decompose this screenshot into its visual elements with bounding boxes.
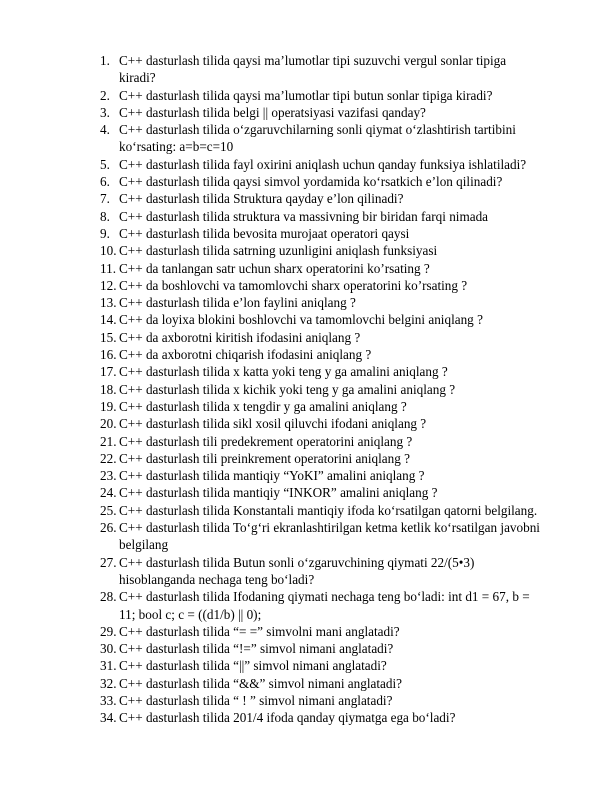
question-number: 33. (100, 692, 117, 708)
question-text: C++ dasturlash tili predekrement operatorini aniqlang ? (119, 433, 413, 449)
question-item (100, 346, 580, 363)
question-item (100, 381, 580, 398)
question-item (100, 450, 580, 467)
question-number: 18. (100, 381, 117, 397)
question-item (100, 433, 580, 450)
question-item (100, 398, 580, 415)
question-text: C++ dasturlash tilida e’lon faylini aniqlang ? (119, 295, 356, 311)
question-text: C++ dasturlash tilida Butun sonli o‘zgaruvchining qiymati 22/(5•3) (119, 554, 475, 570)
question-number: 8. (100, 208, 110, 224)
question-text: C++ dasturlash tilida x tengdir y ga amalini aniqlang ? (119, 398, 407, 414)
question-text: C++ dasturlash tilida “&&” simvol nimani anglatadi? (119, 675, 402, 691)
question-item (100, 104, 580, 121)
question-number: 11. (100, 260, 116, 276)
question-item (100, 415, 580, 432)
question-item (100, 121, 580, 156)
question-number: 23. (100, 468, 117, 484)
question-number: 2. (100, 87, 110, 103)
question-text: C++ da axborotni chiqarish ifodasini aniqlang ? (119, 347, 372, 363)
question-text: C++ dasturlash tilida To‘g‘ri ekranlashtirilgan ketma ketlik ko‘rsatilgan javobni (119, 520, 540, 536)
question-number: 3. (100, 104, 110, 120)
question-text: C++ dasturlash tilida 201/4 ifoda qanday qiymatga ega bo‘ladi? (119, 710, 456, 726)
question-number: 15. (100, 329, 117, 345)
question-number: 19. (100, 398, 117, 414)
question-text: C++ dasturlash tilida Konstantali mantiqiy ifoda ko‘rsatilgan qatorni belgilang. (119, 502, 538, 518)
question-text: C++ dasturlash tilida o‘zgaruvchilarning sonli qiymat o‘zlashtirish tartibini (119, 122, 516, 138)
question-item (100, 208, 580, 225)
question-number: 30. (100, 641, 117, 657)
question-text: C++ dasturlash tilida x katta yoki teng y ga amalini aniqlang ? (119, 364, 448, 380)
question-item (100, 467, 580, 484)
question-text: C++ dasturlash tilida mantiqiy “YoKI” amalini aniqlang ? (119, 468, 425, 484)
question-item (100, 260, 580, 277)
question-text: C++ dasturlash tilida qaysi simvol yordamida ko‘rsatkich e’lon qilinadi? (119, 174, 503, 190)
question-number: 4. (100, 122, 110, 138)
question-text: C++ dasturlash tilida Ifodaning qiymati nechaga teng bo‘ladi: int d1 = 67, b = (119, 589, 530, 605)
question-list (100, 52, 580, 727)
question-number: 12. (100, 277, 117, 293)
question-item (100, 156, 580, 173)
question-number: 32. (100, 675, 117, 691)
question-number: 14. (100, 312, 117, 328)
question-text-continuation: hisoblanganda nechaga teng bo‘ladi? (119, 571, 315, 587)
question-number: 27. (100, 554, 117, 570)
question-text: C++ da axborotni kiritish ifodasini aniqlang ? (119, 329, 361, 345)
question-text: C++ dasturlash tilida belgi || operatsiyasi vazifasi qanday? (119, 104, 426, 120)
question-text: C++ da loyixa blokini boshlovchi va tamomlovchi belgini aniqlang ? (119, 312, 483, 328)
question-number: 5. (100, 156, 110, 172)
question-number: 1. (100, 53, 110, 68)
question-item (100, 52, 580, 87)
question-text: C++ dasturlash tilida bevosita murojaat operatori qaysi (119, 225, 410, 241)
question-text: C++ dasturlash tilida sikl xosil qiluvchi ifodani aniqlang ? (119, 416, 427, 432)
question-item (100, 519, 580, 554)
question-item (100, 87, 580, 104)
question-text: C++ dasturlash tilida mantiqiy “INKOR” amalini aniqlang ? (119, 485, 438, 501)
question-text: C++ dasturlash tilida “!=” simvol nimani anglatadi? (119, 641, 394, 657)
question-item (100, 554, 580, 589)
question-text-continuation: kiradi? (119, 70, 156, 86)
question-text: C++ dasturlash tilida satrning uzunligini aniqlash funksiyasi (119, 243, 438, 259)
question-number: 20. (100, 416, 117, 432)
question-item (100, 294, 580, 311)
question-item (100, 484, 580, 501)
question-item (100, 363, 580, 380)
question-text: C++ dasturlash tilida “||” simvol nimani anglatadi? (119, 658, 387, 674)
question-text: C++ dasturlash tilida Struktura qayday e’lon qilinadi? (119, 191, 404, 207)
question-number: 24. (100, 485, 117, 501)
question-item (100, 242, 580, 259)
question-number: 17. (100, 364, 117, 380)
question-number: 22. (100, 450, 117, 466)
question-number: 25. (100, 502, 117, 518)
question-item (100, 190, 580, 207)
question-item (100, 225, 580, 242)
question-number: 10. (100, 243, 117, 259)
question-number: 6. (100, 174, 110, 190)
question-text: C++ da tanlangan satr uchun sharx operatorini ko’rsating ? (119, 260, 430, 276)
question-item (100, 675, 580, 692)
question-number: 21. (100, 433, 117, 449)
question-text: C++ dasturlash tili preinkrement operatorini aniqlang ? (119, 450, 411, 466)
question-text: C++ dasturlash tilida “ ! ” simvol nimani anglatadi? (119, 692, 393, 708)
question-item (100, 623, 580, 640)
question-item (100, 311, 580, 328)
question-text-continuation: ko‘rsating: a=b=c=10 (119, 139, 234, 155)
question-text: C++ dasturlash tilida qaysi ma’lumotlar tipi suzuvchi vergul sonlar tipiga (119, 53, 507, 68)
question-item (100, 692, 580, 709)
question-number: 28. (100, 589, 117, 605)
question-text-continuation: belgilang (119, 537, 169, 553)
question-number: 16. (100, 347, 117, 363)
question-text: C++ dasturlash tilida fayl oxirini aniqlash uchun qanday funksiya ishlatiladi? (119, 156, 527, 172)
question-text: C++ da boshlovchi va tamomlovchi sharx operatorini ko’rsating ? (119, 277, 468, 293)
question-text-continuation: 11; bool c; c = ((d1/b) || 0); (119, 606, 262, 622)
question-number: 29. (100, 623, 117, 639)
question-item (100, 173, 580, 190)
question-item (100, 657, 580, 674)
question-text: C++ dasturlash tilida “= =” simvolni mani anglatadi? (119, 623, 400, 639)
question-number: 13. (100, 295, 117, 311)
question-text: C++ dasturlash tilida qaysi ma’lumotlar tipi butun sonlar tipiga kiradi? (119, 87, 493, 103)
question-item (100, 277, 580, 294)
question-number: 9. (100, 225, 110, 241)
question-item (100, 709, 580, 726)
question-number: 7. (100, 191, 110, 207)
question-number: 31. (100, 658, 117, 674)
question-item (100, 329, 580, 346)
question-number: 34. (100, 710, 117, 726)
question-item (100, 502, 580, 519)
question-item (100, 640, 580, 657)
question-text: C++ dasturlash tilida x kichik yoki teng y ga amalini aniqlang ? (119, 381, 456, 397)
question-item (100, 588, 580, 623)
question-text: C++ dasturlash tilida struktura va massivning bir biridan farqi nimada (119, 208, 489, 224)
question-number: 26. (100, 520, 117, 536)
